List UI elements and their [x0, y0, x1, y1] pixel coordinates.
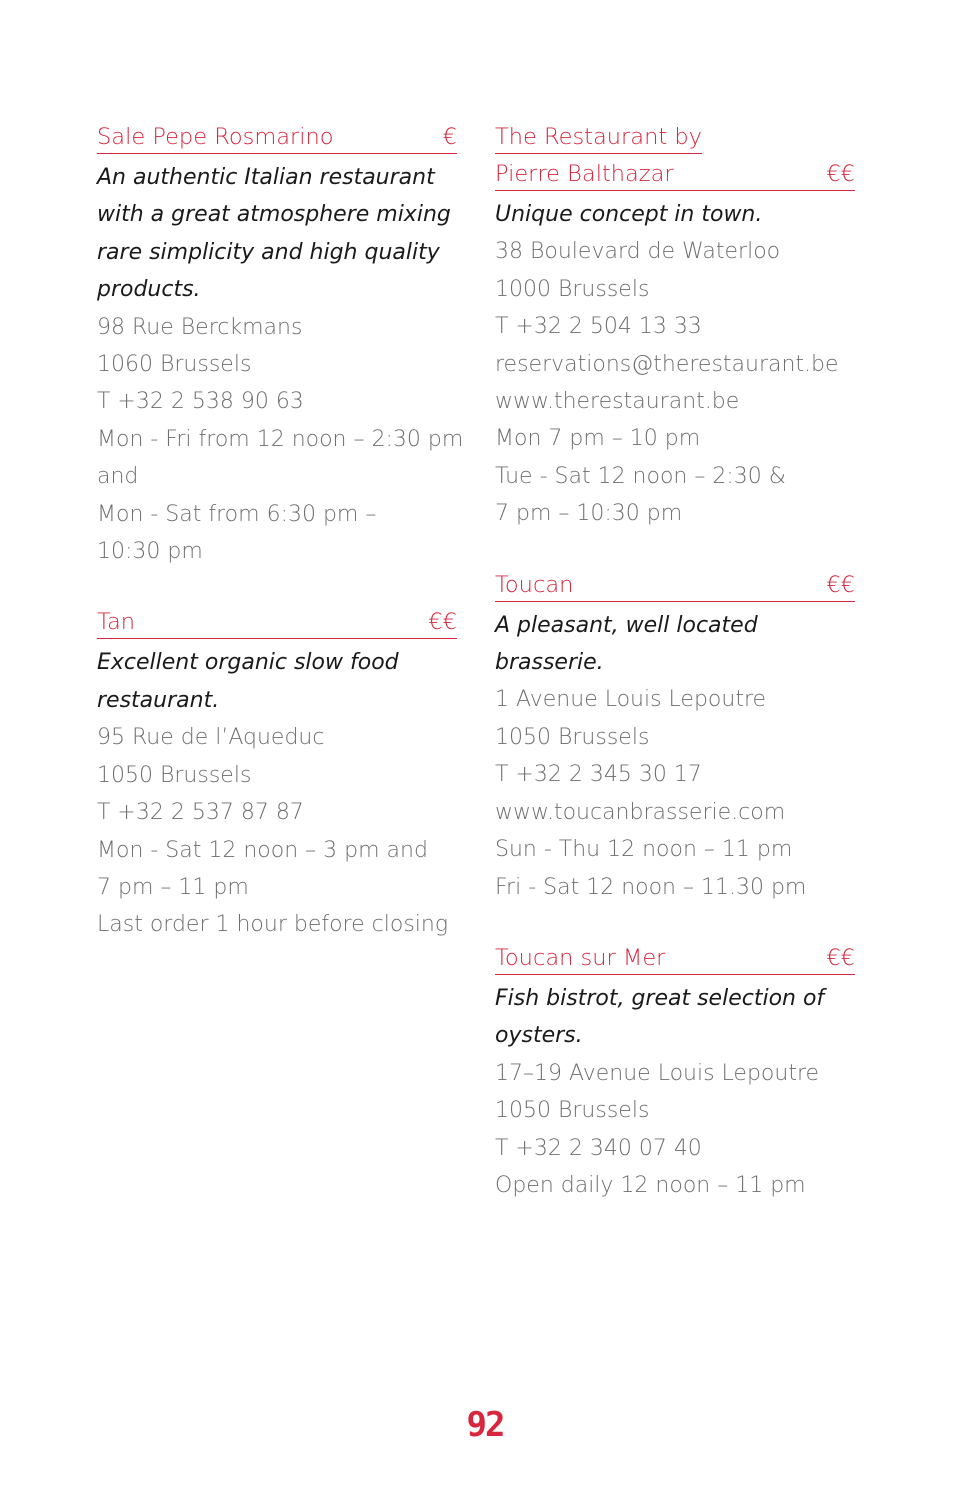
restaurant-name-line-1: The Restaurant by	[495, 122, 702, 154]
restaurant-description: oysters.	[495, 1023, 583, 1049]
email-address: reservations@therestaurant.be	[495, 351, 839, 377]
opening-hours: Open daily 12 noon – 11 pm	[495, 1172, 806, 1198]
restaurant-description: with a great atmosphere mixing	[97, 202, 451, 228]
order-note: Last order 1 hour before closing	[97, 912, 449, 938]
opening-hours: Mon 7 pm – 10 pm	[495, 426, 701, 452]
restaurant-entry-toucan	[495, 570, 855, 906]
opening-hours: Mon - Sat from 6:30 pm –	[97, 501, 377, 527]
price-indicator: €€	[826, 944, 855, 971]
address-street: 38 Boulevard de Waterloo	[495, 239, 781, 265]
price-indicator: €€	[428, 609, 457, 636]
restaurant-entry-the-restaurant	[495, 122, 855, 533]
restaurant-heading	[97, 122, 457, 154]
opening-hours: Tue - Sat 12 noon – 2:30 &	[495, 463, 786, 489]
address-city: 1050 Brussels	[495, 1098, 650, 1124]
address-city: 1000 Brussels	[495, 276, 650, 302]
phone-number: T +32 2 538 90 63	[97, 389, 304, 415]
opening-hours: 7 pm – 11 pm	[97, 874, 249, 900]
price-indicator: €€	[826, 571, 855, 598]
address-street: 17–19 Avenue Louis Lepoutre	[495, 1060, 820, 1086]
website-url: www.toucanbrasserie.com	[495, 799, 786, 825]
restaurant-description: Excellent organic slow food	[97, 650, 399, 676]
opening-hours: 7 pm – 10:30 pm	[495, 501, 683, 527]
address-street: 98 Rue Berckmans	[97, 314, 303, 340]
address-street: 1 Avenue Louis Lepoutre	[495, 687, 767, 713]
page-number: 92	[466, 1405, 504, 1445]
restaurant-name: Tan	[97, 609, 136, 636]
restaurant-entry-toucan-sur-mer	[495, 943, 855, 1204]
phone-number: T +32 2 345 30 17	[495, 762, 702, 788]
restaurant-heading	[495, 122, 855, 191]
restaurant-name-line-2: Pierre Balthazar	[495, 161, 674, 187]
opening-hours: Mon - Sat 12 noon – 3 pm and	[97, 837, 428, 863]
restaurant-description: restaurant.	[97, 687, 220, 713]
phone-number: T +32 2 537 87 87	[97, 800, 304, 826]
restaurant-description: rare simplicity and high quality	[97, 239, 440, 265]
left-column	[97, 122, 464, 981]
address-city: 1050 Brussels	[97, 762, 252, 788]
restaurant-description: A pleasant, well located brasserie.	[495, 612, 758, 676]
opening-hours: Fri - Sat 12 noon – 11.30 pm	[495, 874, 807, 900]
restaurant-description: products.	[97, 277, 201, 303]
address-street: 95 Rue de l’Aqueduc	[97, 725, 325, 751]
restaurant-name: Sale Pepe Rosmarino	[97, 124, 334, 150]
restaurant-heading	[495, 943, 855, 975]
website-url: www.therestaurant.be	[495, 389, 740, 415]
restaurant-description: Fish bistrot, great selection of	[495, 985, 825, 1011]
restaurant-heading	[97, 607, 457, 639]
restaurant-description: An authentic Italian restaurant	[97, 165, 435, 190]
opening-hours: Sun - Thu 12 noon – 11 pm	[495, 837, 793, 863]
restaurant-name: Toucan sur Mer	[495, 944, 666, 971]
address-city: 1060 Brussels	[97, 352, 252, 378]
restaurant-entry-tan	[97, 607, 457, 943]
opening-hours: Mon - Fri from 12 noon – 2:30 pm	[97, 426, 464, 452]
restaurant-entry-sale-pepe-rosmarino	[97, 122, 464, 570]
restaurant-heading-line-2	[495, 159, 855, 191]
price-indicator: €	[442, 124, 457, 150]
right-column	[495, 122, 855, 1241]
restaurant-description: Unique concept in town.	[495, 202, 763, 227]
opening-hours: and	[97, 464, 139, 490]
price-indicator: €€	[826, 161, 855, 187]
phone-number: T +32 2 504 13 33	[495, 314, 702, 340]
address-city: 1050 Brussels	[495, 724, 650, 750]
opening-hours: 10:30 pm	[97, 539, 203, 565]
restaurant-name: Toucan	[495, 571, 574, 598]
restaurant-heading	[495, 570, 855, 602]
phone-number: T +32 2 340 07 40	[495, 1135, 702, 1161]
